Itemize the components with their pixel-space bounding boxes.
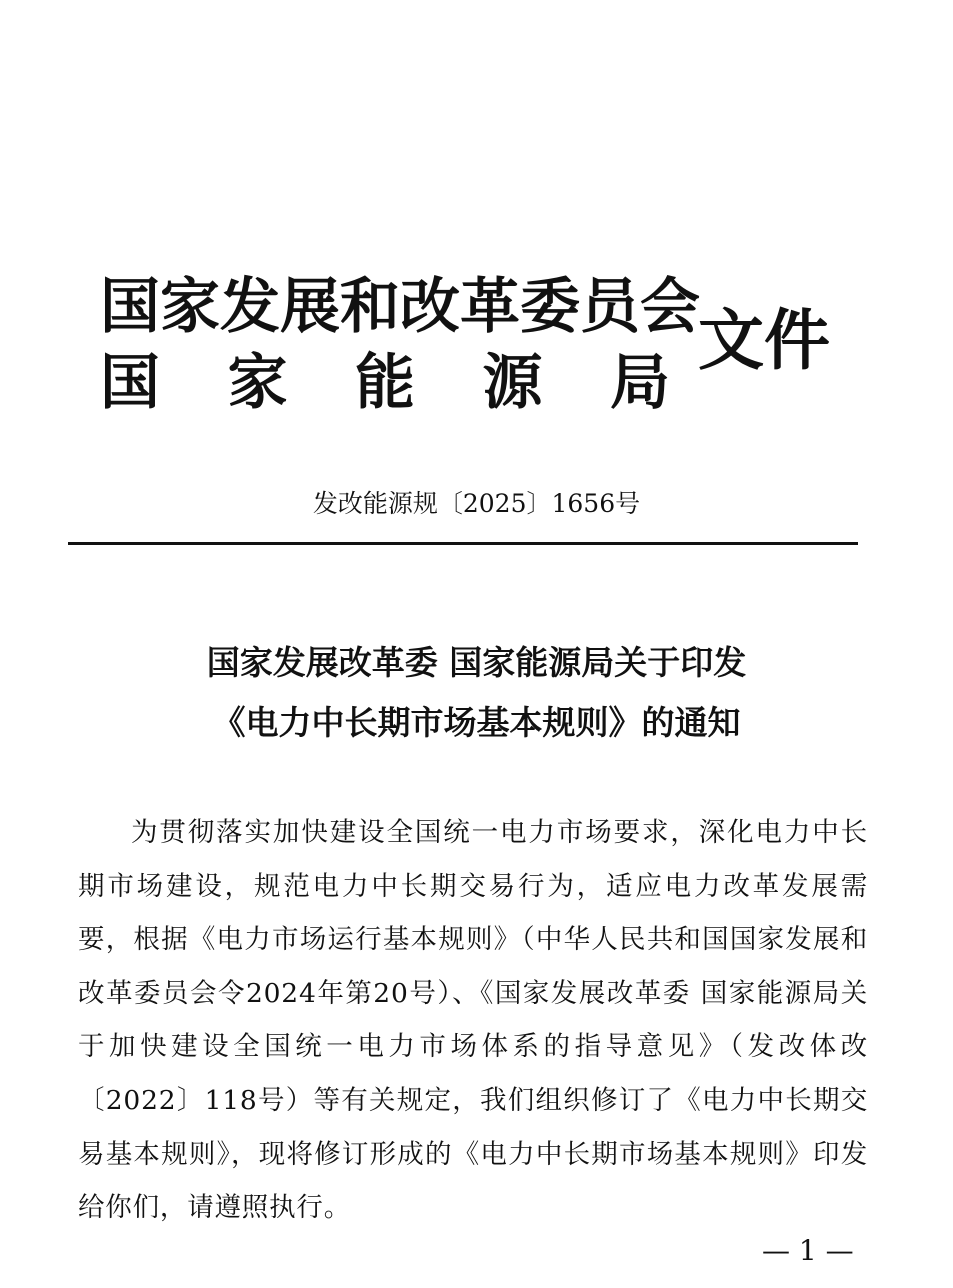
- agency-2-char: 国: [100, 348, 160, 418]
- issuing-agency-1: 国家发展和改革委员会: [100, 272, 700, 342]
- page-number: — 1 —: [762, 1234, 854, 1267]
- agency-2-char: 能: [355, 348, 415, 418]
- document-title-line-1: 国家发展改革委 国家能源局关于印发: [206, 643, 747, 682]
- document-title-line-2: 《电力中长期市场基本规则》的通知: [212, 703, 741, 742]
- document-number: 发改能源规〔2025〕1656号: [312, 489, 641, 518]
- agency-2-char: 家: [227, 348, 288, 418]
- document-header: [100, 272, 860, 422]
- issuing-agency-2: [100, 350, 670, 416]
- body-paragraph: 为贯彻落实加快建设全国统一电力市场要求，深化电力中长期市场建设，规范电力中长期交易行为，适应电力改革发展需要，根据《电力市场运行基本规则》（中华人民共和国国家发展和改革委员会令2024年第20号）、《国家发展改革委 国家能源局关于加快建设全国统一电力市场体系的指导意见》（发改体改〔2022〕118号）等有关规定，我们组织修订了《电力中长期交易基本规则》，现将修订形成的《电力中长期市场基本规则》印发给你们，请遵照执行。: [78, 817, 868, 1224]
- agency-2-char: 局: [610, 348, 670, 418]
- header-divider: [68, 542, 858, 545]
- document-type-suffix: 文件: [698, 301, 830, 379]
- agency-2-char: 源: [482, 348, 543, 418]
